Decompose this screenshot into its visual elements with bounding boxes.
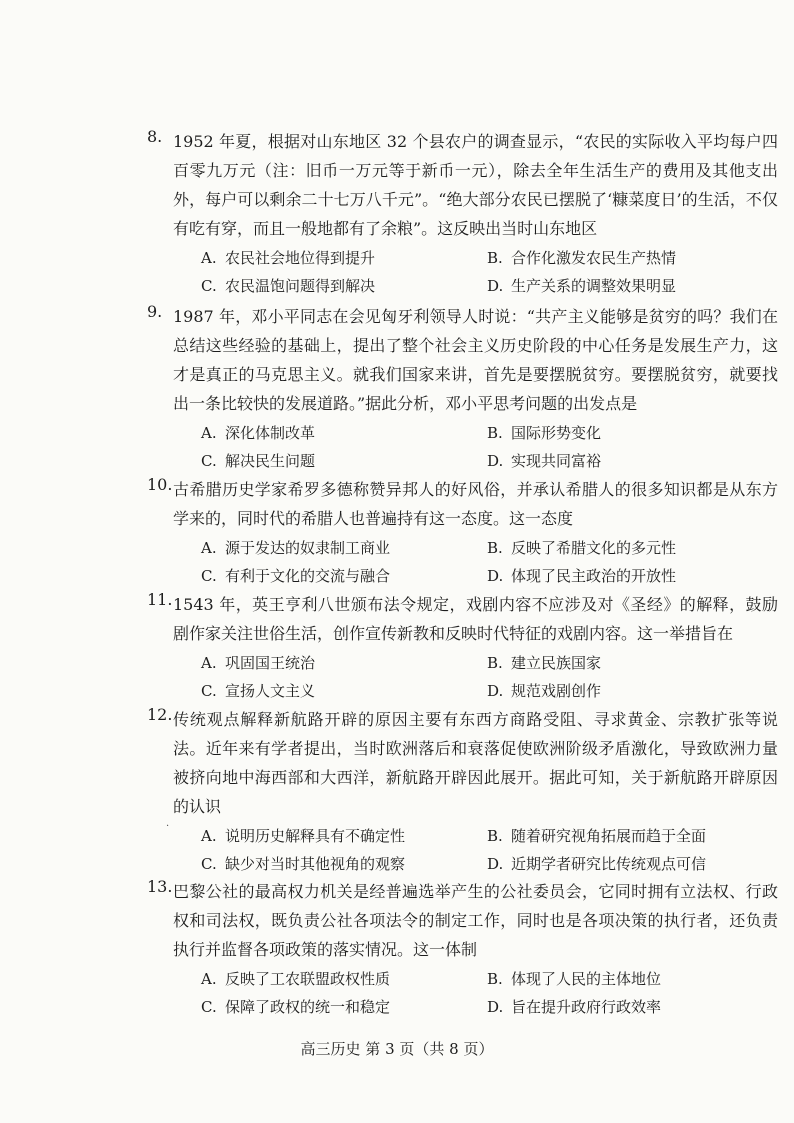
- option-b[interactable]: B. 体现了人民的主体地位: [487, 970, 662, 988]
- option-d[interactable]: D. 体现了民主政治的开放性: [487, 567, 677, 585]
- option-b[interactable]: B. 反映了希腊文化的多元性: [487, 539, 677, 557]
- option-c[interactable]: C. 有利于文化的交流与融合: [201, 567, 391, 585]
- question-number: 12.: [147, 705, 173, 724]
- option-b[interactable]: B. 随着研究视角拓展而趋于全面: [487, 827, 707, 845]
- option-c[interactable]: C. 农民温饱问题得到解决: [201, 277, 376, 295]
- option-a[interactable]: A. 源于发达的奴隶制工商业: [201, 539, 391, 557]
- option-a[interactable]: A. 农民社会地位得到提升: [201, 249, 376, 267]
- question-8: [147, 127, 778, 300]
- option-b[interactable]: B. 国际形势变化: [487, 424, 602, 442]
- question-10: [147, 475, 778, 590]
- question-11: [147, 590, 778, 705]
- question-number: 9.: [147, 302, 163, 321]
- option-d[interactable]: D. 规范戏剧创作: [487, 682, 602, 700]
- question-stem: 1952 年夏，根据对山东地区 32 个县农户的调查显示，“农民的实际收入平均每户四百零九万元（注：旧币一万元等于新币一元），除去全年生活生产的费用及其他支出外，每户可以剩余二十七万八千元”。“绝大部分农民已摆脱了‘糠菜度日’的生活，不仅有吃有穿，而且一般地都有了余粮”。这反映出当时山东地区: [173, 132, 778, 238]
- options: [173, 965, 778, 1021]
- option-c[interactable]: C. 宣扬人文主义: [201, 682, 316, 700]
- question-stem: 传统观点解释新航路开辟的原因主要有东西方商路受阻、寻求黄金、宗教扩张等说法。近年来有学者提出，当时欧洲落后和衰落促使欧洲阶级矛盾激化，导致欧洲力量被挤向地中海西部和大西洋，新航路开辟因此展开。据此可知，关于新航路开辟原因的认识: [173, 710, 778, 816]
- question-number: 10.: [147, 475, 173, 494]
- option-c[interactable]: C. 保障了政权的统一和稳定: [201, 998, 391, 1016]
- question-12: [147, 705, 778, 878]
- options: [173, 419, 778, 475]
- option-a[interactable]: A. 说明历史解释具有不确定性: [201, 827, 406, 845]
- options: [173, 244, 778, 300]
- option-c[interactable]: C. 缺少对当时其他视角的观察: [201, 855, 406, 873]
- page-footer: 高三历史 第 3 页（共 8 页）: [300, 1040, 494, 1058]
- option-a[interactable]: A. 反映了工农联盟政权性质: [201, 970, 391, 988]
- question-9: [147, 302, 778, 475]
- question-stem: 1543 年，英王亨利八世颁布法令规定，戏剧内容不应涉及对《圣经》的解释，鼓励剧作家关注世俗生活，创作宣传新教和反映时代特征的戏剧内容。这一举措旨在: [173, 595, 778, 643]
- option-b[interactable]: B. 建立民族国家: [487, 654, 602, 672]
- question-13: [147, 877, 778, 1021]
- option-c[interactable]: C. 解决民生问题: [201, 452, 316, 470]
- option-a[interactable]: A. 巩固国王统治: [201, 654, 316, 672]
- question-stem: 1987 年，邓小平同志在会见匈牙利领导人时说：“共产主义能够是贫穷的吗？我们在总结这些经验的基础上，提出了整个社会主义历史阶段的中心任务是发展生产力，这才是真正的马克思主义。就我们国家来讲，首先是要摆脱贫穷。要摆脱贫穷，就要找出一条比较快的发展道路。”据此分析，邓小平思考问题的出发点是: [173, 307, 778, 413]
- question-stem: 古希腊历史学家希罗多德称赞异邦人的好风俗，并承认希腊人的很多知识都是从东方学来的，同时代的希腊人也普遍持有这一态度。这一态度: [173, 480, 778, 528]
- options: [173, 822, 778, 878]
- question-number: 11.: [147, 590, 173, 609]
- option-d[interactable]: D. 近期学者研究比传统观点可信: [487, 855, 707, 873]
- option-d[interactable]: D. 生产关系的调整效果明显: [487, 277, 677, 295]
- option-a[interactable]: A. 深化体制改革: [201, 424, 316, 442]
- options: [173, 649, 778, 705]
- options: [173, 534, 778, 590]
- stray-mark: ·: [166, 821, 170, 832]
- question-number: 13.: [147, 877, 173, 896]
- question-number: 8.: [147, 127, 163, 146]
- option-d[interactable]: D. 实现共同富裕: [487, 452, 602, 470]
- option-b[interactable]: B. 合作化激发农民生产热情: [487, 249, 677, 267]
- question-stem: 巴黎公社的最高权力机关是经普遍选举产生的公社委员会，它同时拥有立法权、行政权和司法权，既负责公社各项法令的制定工作，同时也是各项决策的执行者，还负责执行并监督各项政策的落实情况。这一体制: [173, 882, 778, 959]
- option-d[interactable]: D. 旨在提升政府行政效率: [487, 998, 662, 1016]
